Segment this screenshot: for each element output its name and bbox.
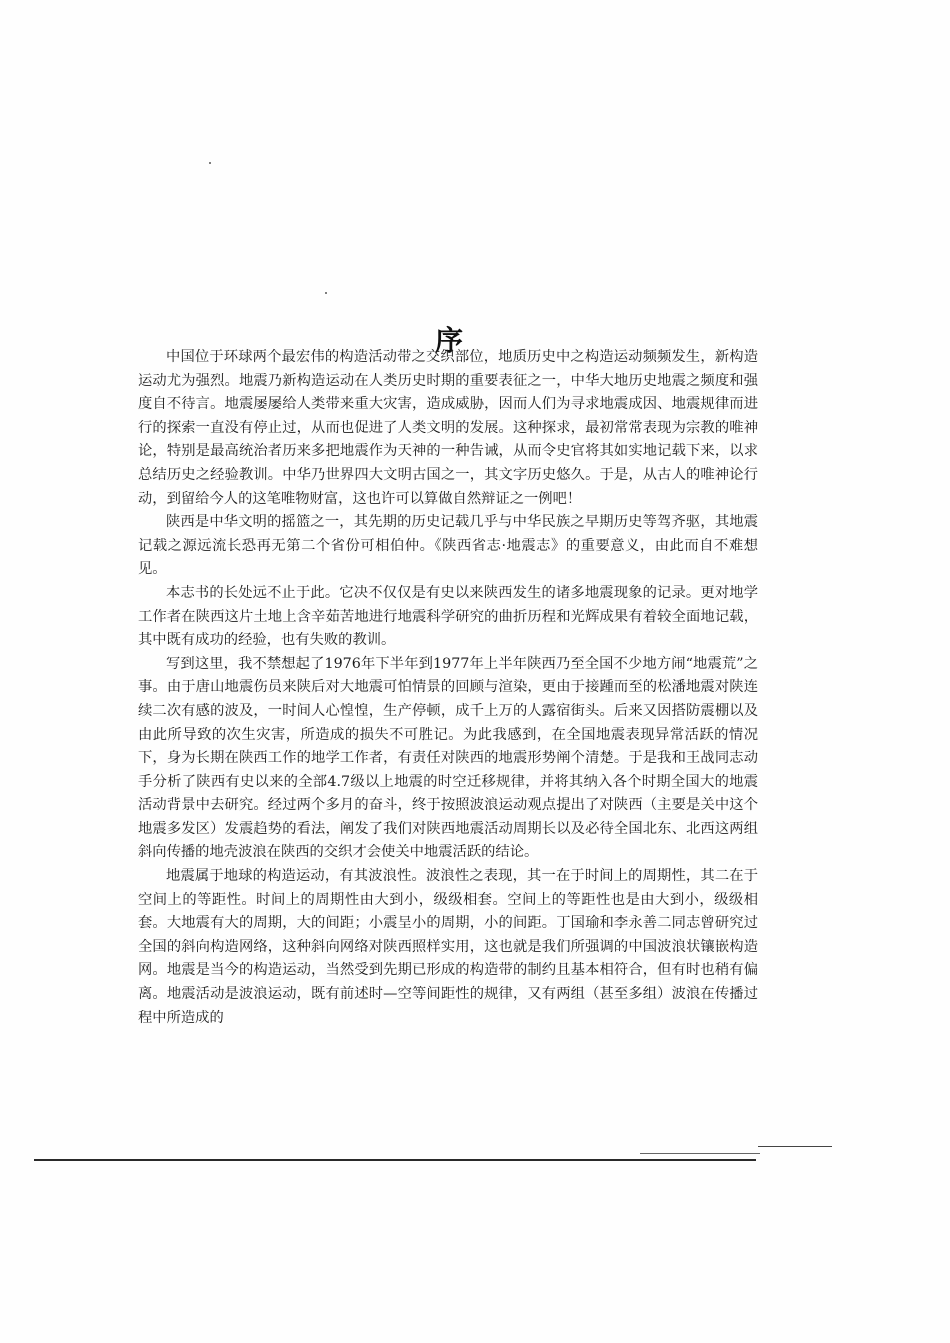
page-bottom-rule — [34, 1159, 756, 1161]
paragraph: 陕西是中华文明的摇篮之一，其先期的历史记载几乎与中华民族之早期历史等驾齐驱，其地震记载之源远流长恐再无第二个省份可相伯仲。《陕西省志·地震志》的重要意义，由此而自不难想见。 — [138, 514, 758, 578]
paragraph: 写到这里，我不禁想起了1976年下半年到1977年上半年陕西乃至全国不少地方闹“地震荒”之事。由于唐山地震伤员来陕后对大地震可怕情景的回顾与渲染，更由于接踵而至的松潘地震对陕连续二次有感的波及，一时间人心惶惶，生产停顿，成千上万的人露宿街头。后来又因搭防震棚以及由此所导致的次生灾害，所造成的损失不可胜记。为此我感到，在全国地震表现异常活跃的情况下，身为长期在陕西工作的地学工作者，有责任对陕西的地震形势阐个清楚。于是我和王战同志动手分析了陕西有史以来的全部4.7级以上地震的时空迁移规律，并将其纳入各个时期全国大的地震活动背景中去研究。经过两个多月的奋斗，终于按照波浪运动观点提出了对陕西（主要是关中这个地震多发区）发震趋势的看法，阐发了我们对陕西地震活动周期长以及必待全国北东、北西这两组斜向传播的地壳波浪在陕西的交织才会使关中地震活跃的结论。 — [138, 655, 758, 861]
scan-edge-line — [640, 1153, 760, 1154]
paragraph: 地震属于地球的构造运动，有其波浪性。波浪性之表现，其一在于时间上的周期性，其二在于空间上的等距性。时间上的周期性由大到小，级级相套。空间上的等距性也是由大到小，级级相套。大地震有大的周期，大的间距；小震呈小的周期，小的间距。丁国瑜和李永善二同志曾研究过全国的斜向构造网络，这种斜向网络对陕西照样实用，这也就是我们所强调的中国波浪状镶嵌构造网。地震是当今的构造运动，当然受到先期已形成的构造带的制约且基本相符合，但有时也稍有偏离。地震活动是波浪运动，既有前述时—空等间距性的规律，又有两组（甚至多组）波浪在传播过程中所造成的 — [138, 868, 758, 1026]
page-title: 序 — [434, 323, 465, 357]
paragraph: 中国位于环球两个最宏伟的构造活动带之交织部位，地质历史中之构造运动频频发生，新构造运动尤为强烈。地震乃新构造运动在人类历史时期的重要表征之一，中华大地历史地震之频度和强度自不待言。地震屡屡给人类带来重大灾害，造成威胁，因而人们为寻求地震成因、地震规律而进行的探索一直没有停止过，从而也促进了人类文明的发展。这种探求，最初常常表现为宗教的唯神论，特别是最高统治者历来多把地震作为天神的一种告诫，从而令史官将其如实地记载下来，以求总结历史之经验教训。中华乃世界四大文明古国之一，其文字历史悠久。于是，从古人的唯神论行动，到留给今人的这笔唯物财富，这也许可以算做自然辩证之一例吧！ — [138, 349, 758, 507]
paragraph: 本志书的长处远不止于此。它决不仅仅是有史以来陕西发生的诸多地震现象的记录。更对地学工作者在陕西这片土地上含辛茹苦地进行地震科学研究的曲折历程和光辉成果有着较全面地记载，其中既有成功的经验，也有失败的教训。 — [138, 584, 758, 649]
scan-speck — [325, 292, 327, 294]
scan-speck — [209, 162, 211, 164]
scan-edge-line — [758, 1146, 832, 1147]
preface-body — [138, 346, 758, 1030]
